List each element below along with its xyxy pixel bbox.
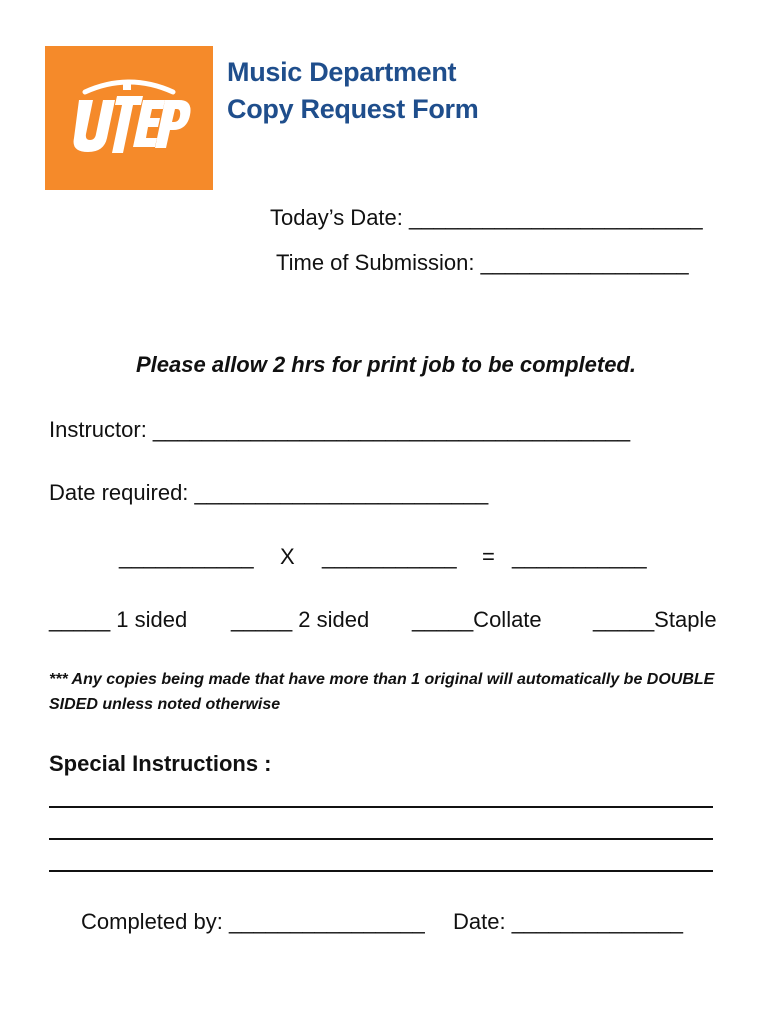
- completion-notice: Please allow 2 hrs for print job to be completed.: [136, 352, 636, 377]
- special-instructions-line-3[interactable]: [49, 870, 713, 872]
- option-2-sided[interactable]: _____ 2 sided: [231, 607, 370, 632]
- utep-logo-mark: [45, 46, 213, 190]
- utep-logo: [45, 46, 213, 190]
- calc-multiply-sign: X: [280, 544, 295, 569]
- option-staple[interactable]: _____Staple: [593, 607, 717, 632]
- completion-date-field[interactable]: Date: ______________: [453, 909, 683, 934]
- form-title: [227, 54, 478, 128]
- special-instructions-line-1[interactable]: [49, 806, 713, 808]
- instructor-field[interactable]: Instructor: _______________________________________: [49, 417, 631, 442]
- title-line-2: Copy Request Form: [227, 94, 479, 124]
- option-1-sided[interactable]: _____ 1 sided: [49, 607, 188, 632]
- calc-blank-3[interactable]: ___________: [512, 544, 647, 569]
- time-of-submission-field[interactable]: Time of Submission: _________________: [276, 250, 689, 275]
- special-instructions-line-2[interactable]: [49, 838, 713, 840]
- calc-blank-2[interactable]: ___________: [322, 544, 457, 569]
- todays-date-field[interactable]: Today’s Date: ________________________: [270, 205, 703, 230]
- special-instructions-label: Special Instructions :: [49, 751, 272, 776]
- double-sided-policy: *** Any copies being made that have more than 1 original will automatically be DOUBLE SIDED unless noted otherwise: [49, 671, 715, 713]
- title-line-1: Music Department: [227, 57, 457, 87]
- calc-blank-1[interactable]: ___________: [119, 544, 254, 569]
- option-collate[interactable]: _____Collate: [412, 607, 542, 632]
- completed-by-field[interactable]: Completed by: ________________: [81, 909, 425, 934]
- calc-equals-sign: =: [482, 544, 495, 569]
- date-required-field[interactable]: Date required: ________________________: [49, 480, 489, 505]
